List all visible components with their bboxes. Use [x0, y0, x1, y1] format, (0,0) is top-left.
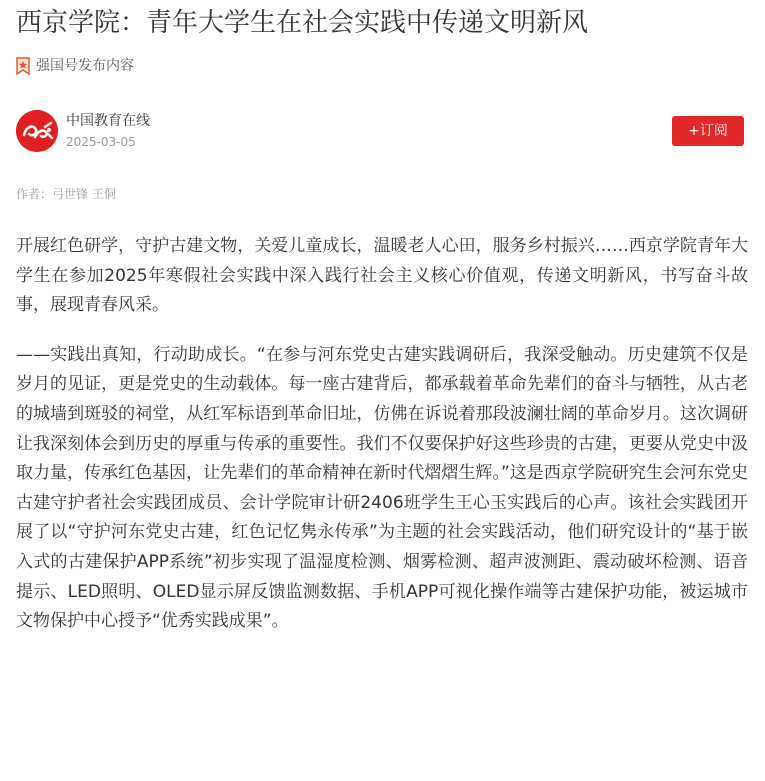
byline: [16, 185, 116, 203]
publisher-name[interactable]: 中国教育在线: [66, 113, 150, 129]
article-title: 西京学院：青年大学生在社会实践中传递文明新风: [16, 8, 589, 38]
badge-icon: [16, 57, 30, 75]
paragraph: 开展红色研学，守护古建文物，关爱儿童成长，温暖老人心田，服务乡村振兴……西京学院青年大学生在参加2025年寒假社会实践中深入践行社会主义核心价值观，传递文明新风，书写奋斗故事，展现青春风采。: [16, 236, 748, 316]
subscribe-button[interactable]: +订阅: [672, 116, 744, 146]
publisher-meta: [66, 111, 150, 151]
source-label: 强国号发布内容: [36, 58, 134, 74]
publisher-info: [16, 110, 150, 152]
byline-authors: 弓世锋 王侗: [52, 187, 116, 201]
publish-date: 2025-03-05: [66, 135, 136, 149]
paragraph: ——实践出真知，行动助成长。“在参与河东党史古建实践调研后，我深受触动。历史建筑不仅是岁月的见证，更是党史的生动载体。每一座古建背后，都承载着革命先辈们的奋斗与牺牲，从古老的城墙到斑驳的祠堂，从红军标语到革命旧址，仿佛在诉说着那段波澜壮阔的革命岁月。这次调研让我深刻体会到历史的厚重与传承的重要性。我们不仅要保护好这些珍贵的古建，更要从党史中汲取力量，传承红色基因，让先辈们的革命精神在新时代熠熠生辉。”这是西京学院研究生会河东党史古建守护者社会实践团成员、会计学院审计研2406班学生王心玉实践后的心声。该社会实践团开展了以“守护河东党史古建，红色记忆隽永传承”为主题的社会实践活动，他们研究设计的“基于嵌入式的古建保护APP系统”初步实现了温湿度检测、烟雾检测、超声波测距、震动破坏检测、语音提示、LED照明、OLED显示屏反馈监测数据、手机APP可视化操作端等古建保护功能，被运城市文物保护中心授予“优秀实践成果”。: [16, 344, 748, 632]
china-education-online-logo-icon: [16, 110, 58, 152]
publisher-avatar[interactable]: [16, 110, 58, 152]
byline-prefix: 作者：: [16, 187, 53, 201]
source-tag: [16, 56, 134, 76]
article-body: [16, 232, 748, 657]
